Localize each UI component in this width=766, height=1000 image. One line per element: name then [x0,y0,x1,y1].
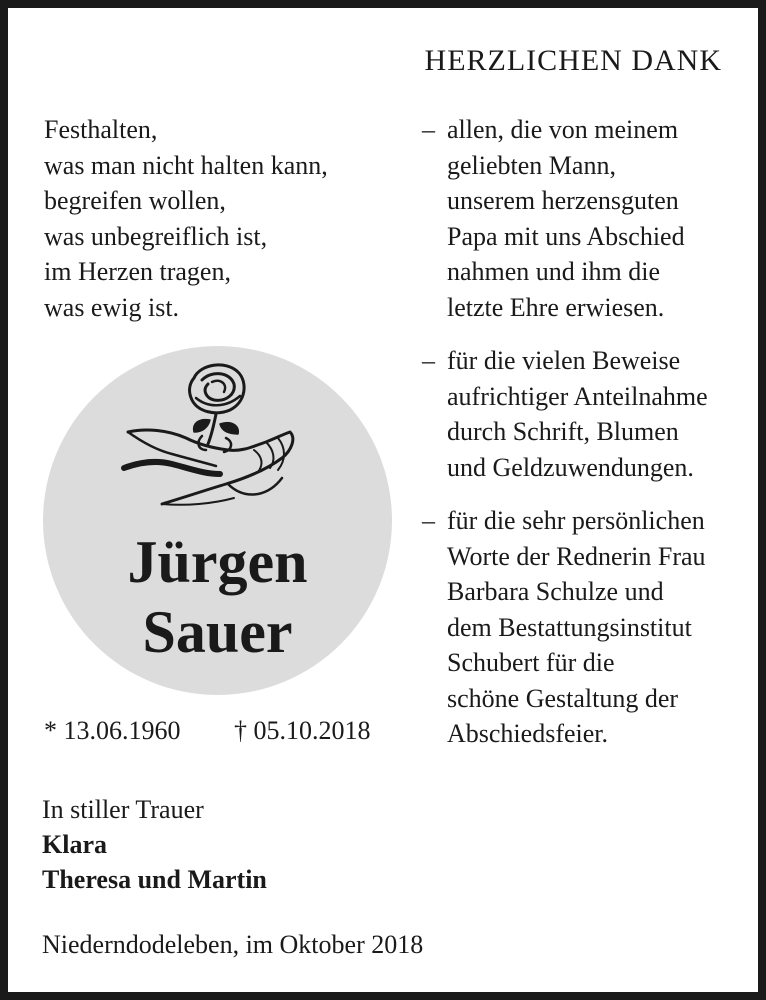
birth-date: * 13.06.1960 [44,716,181,745]
thanks-item [422,112,708,325]
signature-intro: In stiller Trauer [42,795,204,824]
thanks-line: und Geldzuwendungen. [447,452,694,482]
thanks-line: Barbara Schulze und [447,577,664,606]
thanks-line: dem Bestattungsinstitut [447,612,692,642]
last-name: Sauer [142,599,293,665]
thanks-line: für die vielen Beweise [447,346,681,375]
poem-line: im Herzen tragen, [44,257,231,286]
thanks-line: für die sehr persönlichen [447,506,705,535]
place-date: Niederndodeleben, im Oktober 2018 [42,930,424,959]
notice-heading: HERZLICHEN DANK [424,44,722,77]
poem-line: was man nicht halten kann, [44,150,328,180]
signature-block [42,792,267,897]
death-date: † 05.10.2018 [234,716,371,745]
poem-line: was unbegreiflich ist, [44,221,268,251]
rose-in-hand-icon [116,358,306,518]
thanks-list [422,112,708,770]
signature-name: Theresa und Martin [42,865,267,894]
dash-bullet: – [422,346,435,375]
first-name: Jürgen [127,529,308,595]
poem-line: Festhalten, [44,115,158,144]
thanks-line: allen, die von meinem [447,115,679,144]
dash-bullet: – [422,115,435,144]
dash-bullet: – [422,506,435,535]
thanks-line: Abschiedsfeier. [447,719,609,748]
thanks-line: geliebten Mann, [447,150,616,180]
thanks-line: schöne Gestaltung der [447,683,679,713]
thanks-line: letzte Ehre erwiesen. [447,292,665,322]
poem-line: begreifen wollen, [44,186,226,215]
thanks-line: durch Schrift, Blumen [447,417,679,446]
thanks-item [422,503,708,752]
thanks-line: aufrichtiger Anteilnahme [447,381,708,411]
thanks-item [422,343,708,485]
thanks-line: Papa mit uns Abschied [447,221,685,251]
poem [44,112,328,325]
thanks-line: nahmen und ihm die [447,257,661,286]
thanks-line: Schubert für die [447,648,615,677]
thanks-line: Worte der Rednerin Frau [447,541,706,571]
thanks-line: unserem herzensguten [447,186,679,215]
signature-name: Klara [42,830,107,859]
poem-line: was ewig ist. [44,292,180,322]
